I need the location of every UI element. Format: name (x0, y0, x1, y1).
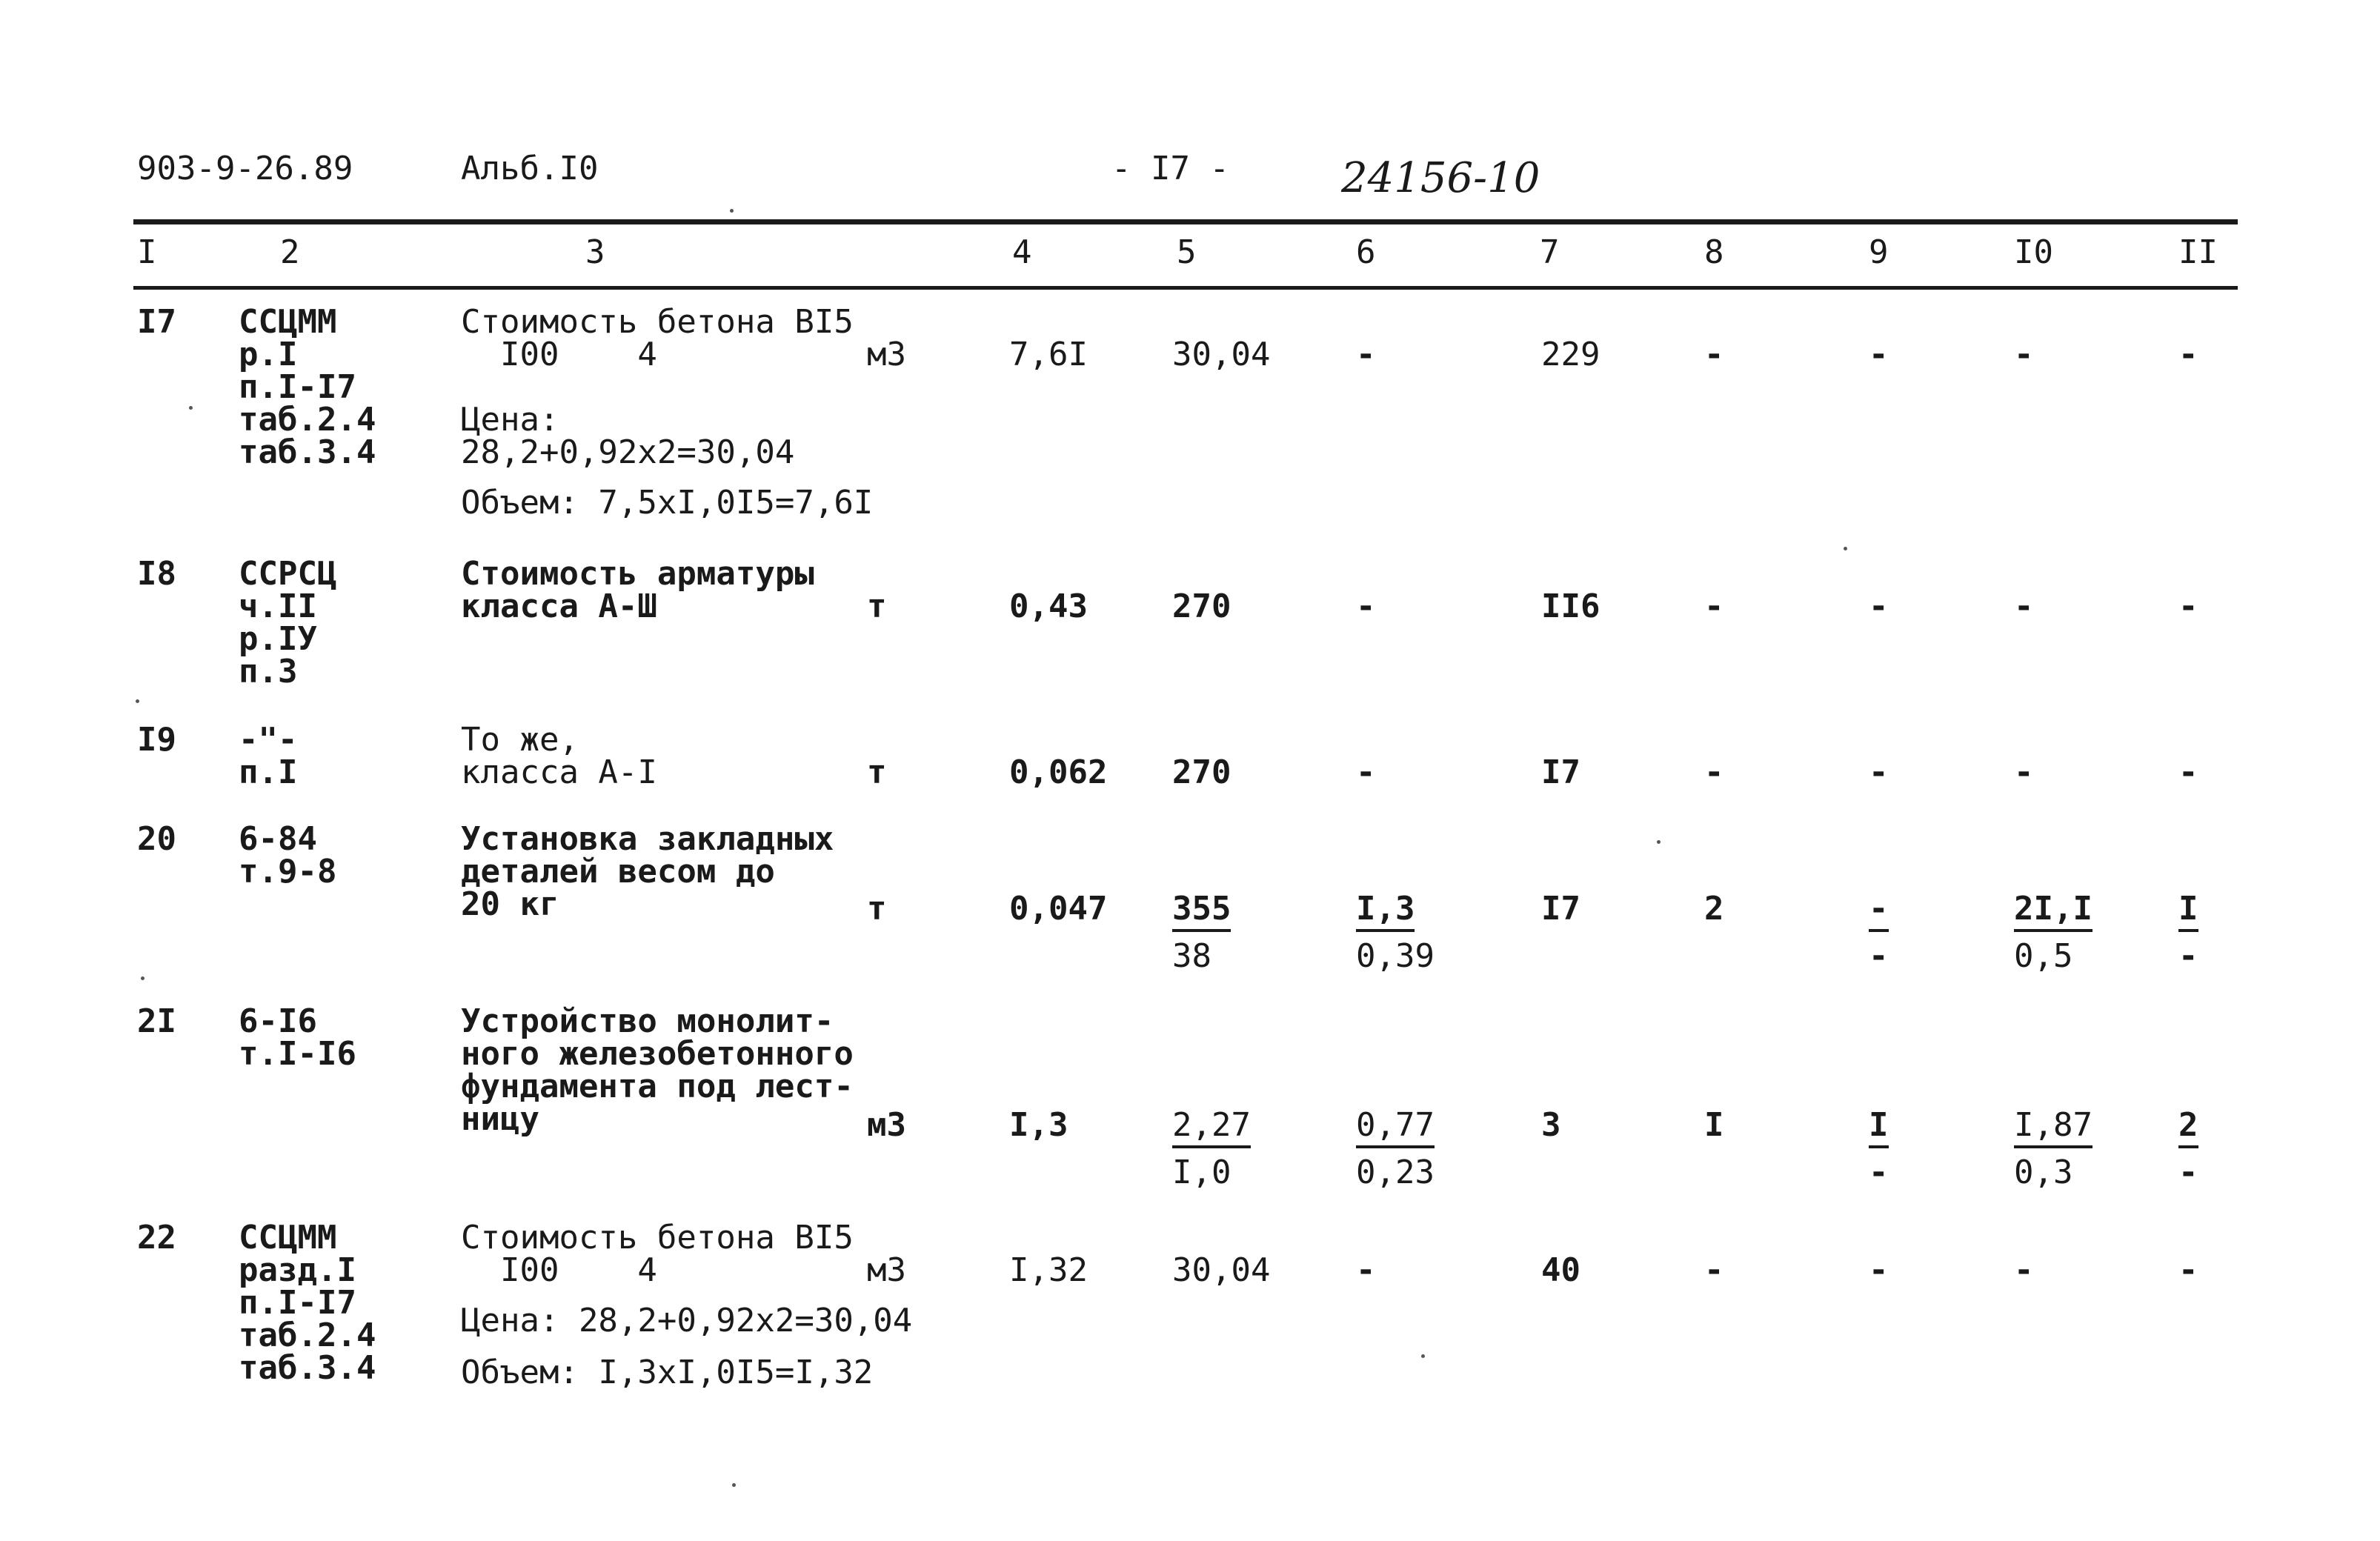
row-unit: т (867, 890, 887, 928)
cell-col4: I,32 (1009, 1251, 1088, 1289)
page-number: - I7 - (1111, 150, 1229, 187)
row-ref: ССЦММ (239, 303, 337, 341)
row-description: 20 кг (461, 885, 559, 923)
row-number: I8 (137, 555, 176, 593)
cell-col11: 2 (2178, 1106, 2198, 1148)
cell-col10: - (2014, 753, 2034, 791)
row-number: I9 (137, 721, 176, 759)
cell-col6-sub: 0,39 (1356, 937, 1435, 975)
cell-col9: I (1869, 1106, 1889, 1148)
row-description: Устройство монолит- (461, 1002, 834, 1040)
row-ref: п.I (239, 753, 298, 791)
cell-col5-sub: I,0 (1172, 1154, 1231, 1191)
cell-col5: 30,04 (1172, 336, 1271, 373)
cell-col5: 270 (1172, 753, 1231, 791)
scan-speck (189, 406, 193, 410)
cell-col6: - (1356, 753, 1376, 791)
row-unit: м3 (867, 1251, 906, 1289)
row-note: 28,2+0,92х2=30,04 (461, 433, 795, 471)
cell-col11: - (2178, 336, 2198, 373)
row-note: Цена: 28,2+0,92х2=30,04 (461, 1302, 913, 1339)
row-ref: таб.3.4 (239, 1349, 376, 1387)
row-ref: -"- (239, 721, 298, 759)
row-description: деталей весом до (461, 853, 775, 891)
row-description: ницу (461, 1100, 539, 1138)
row-ref: таб.3.4 (239, 433, 376, 471)
cell-col8: - (1704, 336, 1724, 373)
cell-col6: - (1356, 336, 1376, 373)
row-ref: таб.2.4 (239, 1317, 376, 1354)
cell-col5: 30,04 (1172, 1251, 1271, 1289)
cell-col6: - (1356, 1251, 1376, 1289)
cell-col10: - (2014, 1251, 2034, 1289)
col-header-2: 2 (280, 233, 300, 271)
cell-col10: - (2014, 588, 2034, 625)
cell-col4: 0,047 (1009, 890, 1108, 928)
album-label: Альб.I0 (461, 150, 599, 187)
row-ref: ССЦММ (239, 1219, 337, 1257)
row-number: 2I (137, 1002, 176, 1040)
row-note: Объем: 7,5хI,0I5=7,6I (461, 484, 874, 522)
cell-col4: I,3 (1009, 1106, 1068, 1144)
cell-col11: - (2178, 753, 2198, 791)
row-description: Стоимость арматуры (461, 555, 814, 593)
scan-speck (136, 699, 139, 703)
top-rule (133, 219, 2238, 224)
row-description: Стоимость бетона BI5 (461, 303, 854, 341)
row-number: I7 (137, 303, 176, 341)
row-ref: т.9-8 (239, 853, 337, 891)
row-description: I00 4 (461, 1251, 657, 1289)
row-description: Стоимость бетона BI5 (461, 1219, 854, 1257)
row-ref: п.I-I7 (239, 1284, 356, 1322)
row-description: фундамента под лест- (461, 1068, 854, 1105)
row-ref: 6-84 (239, 820, 317, 858)
col-header-3: 3 (585, 233, 605, 271)
row-description: ного железобетонного (461, 1035, 854, 1073)
col-header-10: I0 (2014, 233, 2053, 271)
cell-col9: - (1869, 1251, 1889, 1289)
col-header-7: 7 (1540, 233, 1560, 271)
cell-col11-sub: - (2178, 1154, 2198, 1191)
cell-col7: 40 (1541, 1251, 1580, 1289)
cell-col11-sub: - (2178, 937, 2198, 975)
row-ref: ч.II (239, 588, 317, 625)
col-header-9: 9 (1869, 233, 1889, 271)
col-header-4: 4 (1012, 233, 1032, 271)
cell-col9-sub: - (1869, 1154, 1889, 1191)
cell-col7: II6 (1541, 588, 1600, 625)
row-ref: р.IУ (239, 620, 317, 658)
col-header-8: 8 (1704, 233, 1724, 271)
cell-col7: 229 (1541, 336, 1600, 373)
cell-col9: - (1869, 890, 1889, 932)
row-ref: ССРСЦ (239, 555, 337, 593)
cell-col8: - (1704, 588, 1724, 625)
row-unit: т (867, 753, 887, 791)
row-note: Цена: (461, 401, 559, 439)
col-header-6: 6 (1356, 233, 1376, 271)
row-description: класса А-I (461, 753, 657, 791)
row-unit: м3 (867, 336, 906, 373)
row-ref: разд.I (239, 1251, 356, 1289)
cell-col8: I (1704, 1106, 1724, 1144)
row-number: 22 (137, 1219, 176, 1257)
scan-speck (732, 1483, 736, 1487)
scan-speck (1657, 840, 1661, 844)
cell-col7: I7 (1541, 890, 1580, 928)
row-ref: р.I (239, 336, 298, 373)
cell-col7: 3 (1541, 1106, 1561, 1144)
header-bottom-rule (133, 286, 2238, 290)
doc-code: 903-9-26.89 (137, 150, 353, 187)
row-number: 20 (137, 820, 176, 858)
cell-col10: - (2014, 336, 2034, 373)
col-header-11: II (2178, 233, 2218, 271)
cell-col6: 0,77 (1356, 1106, 1435, 1148)
row-ref: п.I-I7 (239, 368, 356, 406)
row-description: То же, (461, 721, 579, 759)
scan-speck (1421, 1354, 1425, 1358)
cell-col11: I (2178, 890, 2198, 932)
col-header-5: 5 (1177, 233, 1197, 271)
row-unit: т (867, 588, 887, 625)
cell-col5: 355 (1172, 890, 1231, 932)
cell-col9: - (1869, 588, 1889, 625)
scan-speck (730, 209, 734, 213)
scan-speck (141, 976, 144, 980)
cell-col6: I,3 (1356, 890, 1415, 932)
cell-col9: - (1869, 753, 1889, 791)
row-ref: п.3 (239, 653, 298, 690)
cell-col5: 2,27 (1172, 1106, 1251, 1148)
cell-col10-sub: 0,3 (2014, 1154, 2073, 1191)
cell-col11: - (2178, 588, 2198, 625)
row-description: класса А-Ш (461, 588, 657, 625)
row-ref: т.I-I6 (239, 1035, 356, 1073)
cell-col4: 7,6I (1009, 336, 1088, 373)
cell-col9-sub: - (1869, 937, 1889, 975)
cell-col8: - (1704, 753, 1724, 791)
row-description: Установка закладных (461, 820, 834, 858)
cell-col5-sub: 38 (1172, 937, 1211, 975)
cell-col6-sub: 0,23 (1356, 1154, 1435, 1191)
row-note: Объем: I,3хI,0I5=I,32 (461, 1354, 874, 1391)
cell-col8: - (1704, 1251, 1724, 1289)
cell-col4: 0,43 (1009, 588, 1088, 625)
cell-col10: 2I,I (2014, 890, 2093, 932)
cell-col10-sub: 0,5 (2014, 937, 2073, 975)
scan-speck (1844, 547, 1847, 550)
row-description: I00 4 (461, 336, 657, 373)
cell-col4: 0,062 (1009, 753, 1108, 791)
row-unit: м3 (867, 1106, 906, 1144)
cell-col7: I7 (1541, 753, 1580, 791)
cell-col5: 270 (1172, 588, 1231, 625)
row-ref: 6-I6 (239, 1002, 317, 1040)
cell-col6: - (1356, 588, 1376, 625)
col-header-1: I (137, 233, 157, 271)
cell-col11: - (2178, 1251, 2198, 1289)
row-ref: таб.2.4 (239, 401, 376, 439)
handwritten-number: 24156-10 (1341, 154, 1540, 202)
cell-col8: 2 (1704, 890, 1724, 928)
cell-col10: I,87 (2014, 1106, 2093, 1148)
cell-col9: - (1869, 336, 1889, 373)
